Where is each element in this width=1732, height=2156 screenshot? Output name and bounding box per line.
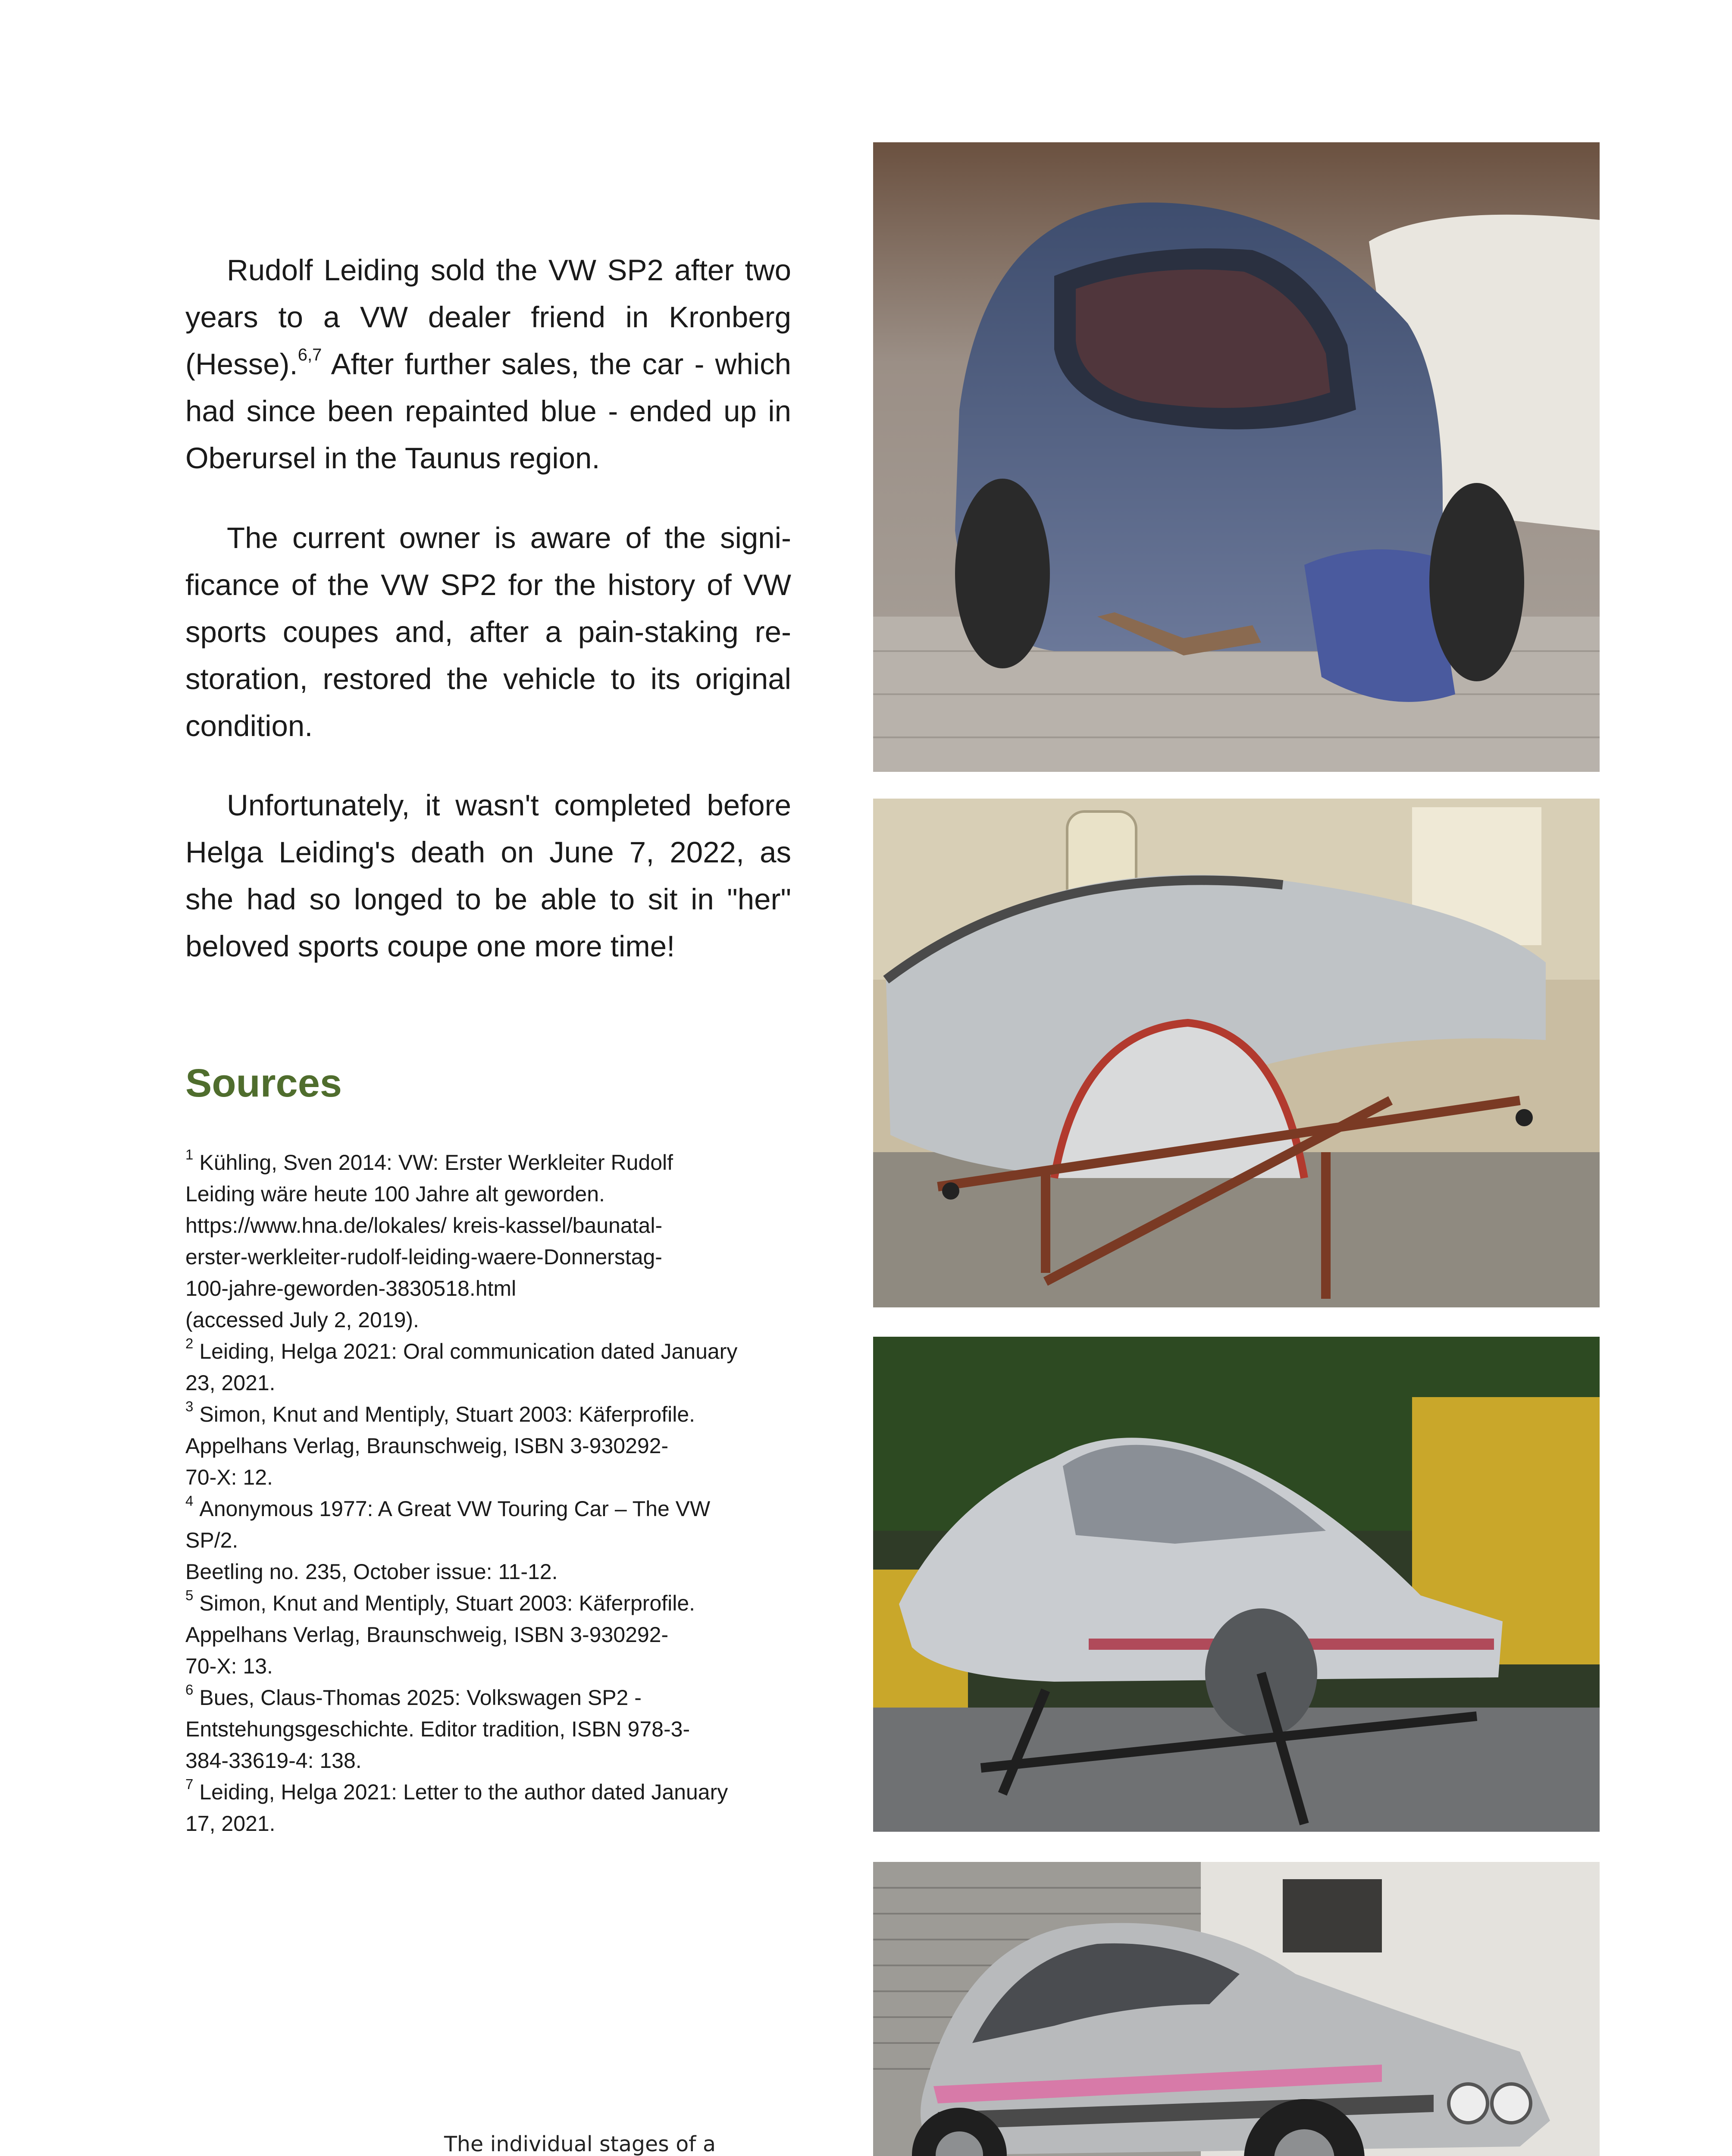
paragraph-1	[185, 247, 791, 482]
source-line: https://www.hna.de/lokales/ kreis-kassel/baunatal-	[185, 1213, 663, 1238]
source-line: Simon, Knut and Mentiply, Stuart 2003: Käferprofile.	[199, 1402, 695, 1426]
source-number: 3	[185, 1398, 194, 1415]
source-line: 70-X: 12.	[185, 1465, 273, 1489]
sources-heading: Sources	[185, 1061, 342, 1105]
source-number: 7	[185, 1776, 194, 1792]
source-line: Leiding wäre heute 100 Jahre alt geworden.	[185, 1182, 605, 1206]
source-line: Anonymous 1977: A Great VW Touring Car – The VW	[199, 1497, 711, 1521]
photo-caption	[444, 2128, 832, 2156]
photo-blue-car-rear	[873, 142, 1600, 772]
source-line: Simon, Knut and Mentiply, Stuart 2003: Käferprofile.	[199, 1591, 695, 1615]
source-line: SP/2.	[185, 1528, 238, 1552]
source-item	[185, 1336, 793, 1399]
sources-list	[185, 1147, 793, 1839]
source-item	[185, 1777, 793, 1839]
source-line: Entstehungsgeschichte. Editor tradition, ISBN 978-3-	[185, 1717, 690, 1741]
source-item	[185, 1399, 793, 1493]
footnote-ref: 6,7	[298, 345, 322, 364]
source-item	[185, 1147, 793, 1336]
source-number: 2	[185, 1335, 194, 1352]
source-line: (accessed July 2, 2019).	[185, 1308, 419, 1332]
caption-line: The individual stages of a	[444, 2132, 716, 2156]
paragraph-3: Unfortunately, it wasn't completed before Helga Leiding's death on June 7, 2022, as she had so longed to be able to sit in "her" beloved sports coupe one more time!	[185, 789, 791, 963]
paragraph-2: The current owner is aware of the significance of the VW SP2 for the history of VW sports coupes and, after a pain-staking restoration, restored the vehicle to its original condition.	[185, 521, 791, 743]
photo-primed-body-stand	[873, 1337, 1600, 1832]
source-line: 100-jahre-geworden-3830518.html	[185, 1276, 517, 1300]
source-line: Appelhans Verlag, Braunschweig, ISBN 3-930292-	[185, 1434, 669, 1458]
photo-restored-sp2	[873, 1862, 1600, 2156]
source-line: Kühling, Sven 2014: VW: Erster Werkleiter Rudolf	[199, 1150, 673, 1175]
source-number: 1	[185, 1147, 194, 1163]
source-item	[185, 1588, 793, 1682]
source-line: Leiding, Helga 2021: Letter to the author dated January	[199, 1780, 728, 1804]
source-line: Appelhans Verlag, Braunschweig, ISBN 3-930292-	[185, 1623, 669, 1647]
photo-stripped-body-workshop	[873, 799, 1600, 1307]
paragraph-1-text-b: After further sales, the car - which had since been repainted blue - ended up in Oberursel in the Taunus region.	[185, 348, 791, 475]
source-number: 6	[185, 1682, 194, 1698]
source-number: 5	[185, 1587, 194, 1604]
source-line: 384-33619-4: 138.	[185, 1749, 362, 1773]
source-line: 17, 2021.	[185, 1811, 276, 1836]
source-item	[185, 1682, 793, 1777]
source-line: erster-werkleiter-rudolf-leiding-waere-Donnerstag-	[185, 1245, 662, 1269]
paragraph-1-text-a: Rudolf Leiding sold the VW SP2 after two years to a VW dealer friend in Kronberg (Hesse).	[185, 254, 791, 381]
source-line: Leiding, Helga 2021: Oral communication dated January	[199, 1339, 738, 1363]
source-number: 4	[185, 1493, 194, 1509]
source-item	[185, 1493, 793, 1588]
source-line: 23, 2021.	[185, 1371, 276, 1395]
source-line: 70-X: 13.	[185, 1654, 273, 1678]
source-line: Beetling no. 235, October issue: 11-12.	[185, 1560, 558, 1584]
source-line: Bues, Claus-Thomas 2025: Volkswagen SP2 -	[199, 1686, 642, 1710]
